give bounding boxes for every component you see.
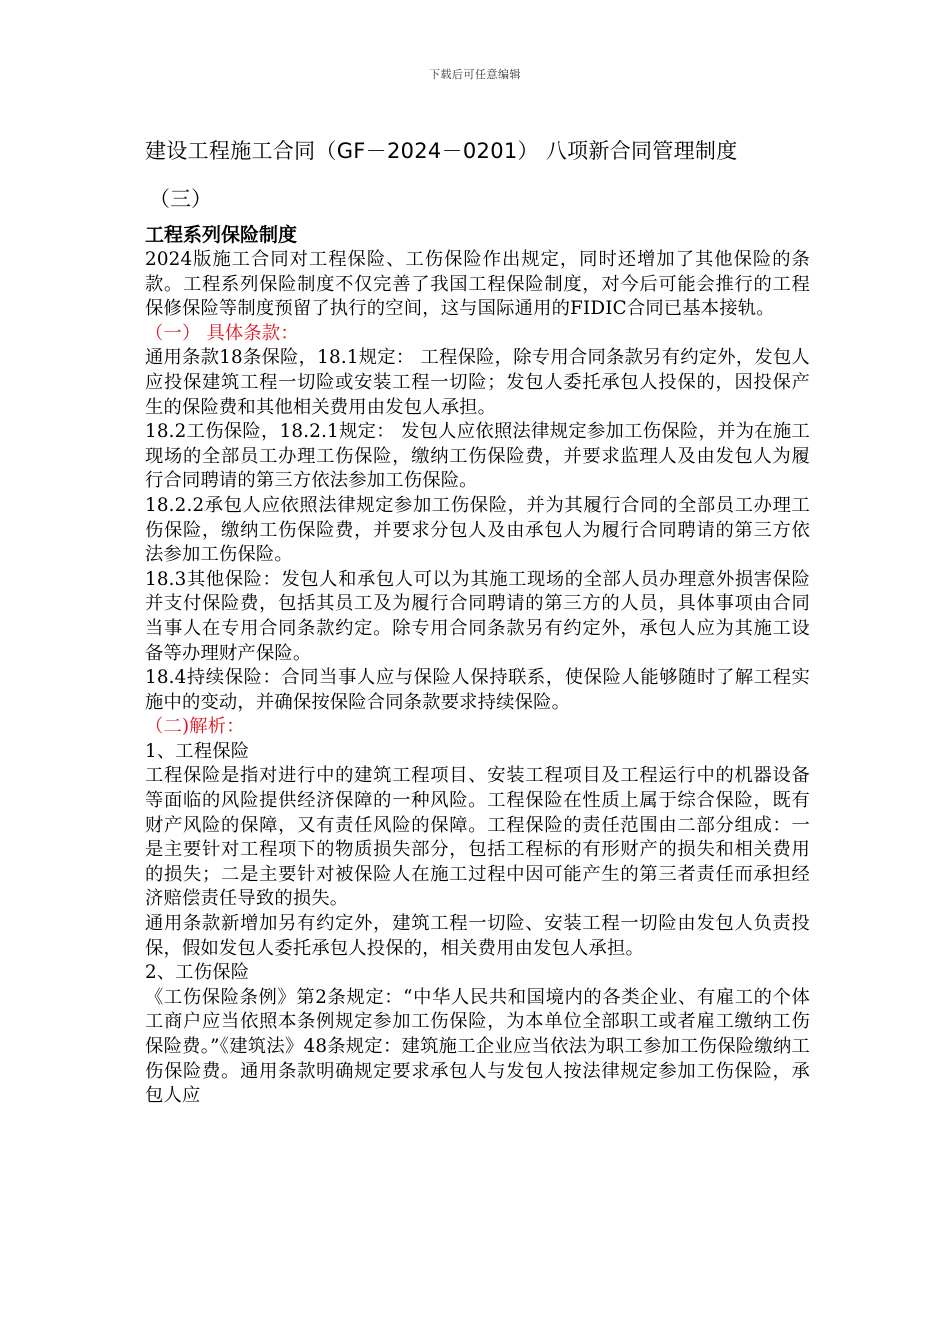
document-title-part: （三） <box>149 187 212 211</box>
paragraph: 2024版施工合同对工程保险、工伤保险作出规定，同时还增加了其他保险的条款。工程系列保险制度不仅完善了我国工程保险制度，对今后可能会推行的工程保修保险等制度预留了执行的空间，这与国际通用的FIDIC合同已基本接轨。 <box>145 249 810 320</box>
paragraph: 通用条款18条保险，18.1规定： 工程保险，除专用合同条款另有约定外，发包人应投保建筑工程一切险或安装工程一切险；发包人委托承包人投保的，因投保产生的保险费和其他相关费用由发包人承担。 <box>145 347 810 418</box>
paragraph: 1、工程保险 <box>145 740 250 762</box>
paragraph: 18.4持续保险：合同当事人应与保险人保持联系，使保险人能够随时了解工程实施中的变动，并确保按保险合同条款要求持续保险。 <box>145 667 810 713</box>
paragraph: 工程保险是指对进行中的建筑工程项目、安装工程项目及工程运行中的机器设备等面临的风险提供经济保障的一种风险。工程保险在性质上属于综合保险，既有财产风险的保障，又有责任风险的保障。工程保险的责任范围由二部分组成：一是主要针对工程项下的物质损失部分，包括工程标的有形财产的损失和相关费用的损失；二是主要针对被保险人在施工过程中因可能产生的第三者责任而承担经济赔偿责任导致的损失。 <box>145 765 810 910</box>
paragraph: 18.3其他保险：发包人和承包人可以为其施工现场的全部人员办理意外损害保险并支付保险费，包括其员工及为履行合同聘请的第三方的人员，具体事项由合同当事人在专用合同条款约定。除专用合同条款另有约定外，承包人应为其施工设备等办理财产保险。 <box>145 568 810 664</box>
paragraph-list <box>145 248 810 1109</box>
paragraph: 通用条款新增加另有约定外，建筑工程一切险、安装工程一切险由发包人负责投保，假如发包人委托承包人投保的，相关费用由发包人承担。 <box>145 913 810 959</box>
document-title: 建设工程施工合同（GF－2024－0201） 八项新合同管理制度 <box>145 139 738 163</box>
subsection-heading: （一） 具体条款： <box>145 322 299 344</box>
subsection-heading: （二)解析： <box>145 716 245 738</box>
paragraph: 《工伤保险条例》第2条规定：“中华人民共和国境内的各类企业、有雇工的个体工商户应当依照本条例规定参加工伤保险，为本单位全部职工或者雇工缴纳工伤保险费。”《建筑法》48条规定：建筑施工企业应当依法为职工参加工伤保险缴纳工伤保险费。通用条款明确规定要求承包人与发包人按法律规定参加工伤保险，承包人应 <box>145 986 810 1107</box>
section-heading: 工程系列保险制度 <box>145 224 298 246</box>
header-note: 下载后可任意编辑 <box>429 68 521 81</box>
paragraph: 18.2工伤保险，18.2.1规定： 发包人应依照法律规定参加工伤保险，并为在施工现场的全部员工办理工伤保险，缴纳工伤保险费，并要求监理人及由发包人为履行合同聘请的第三方依法参加工伤保险。 <box>145 421 810 492</box>
paragraph: 18.2.2承包人应依照法律规定参加工伤保险，并为其履行合同的全部员工办理工伤保险，缴纳工伤保险费，并要求分包人及由承包人为履行合同聘请的第三方依法参加工伤保险。 <box>145 494 810 566</box>
document-body <box>145 134 810 1109</box>
paragraph: 2、工伤保险 <box>145 962 250 984</box>
